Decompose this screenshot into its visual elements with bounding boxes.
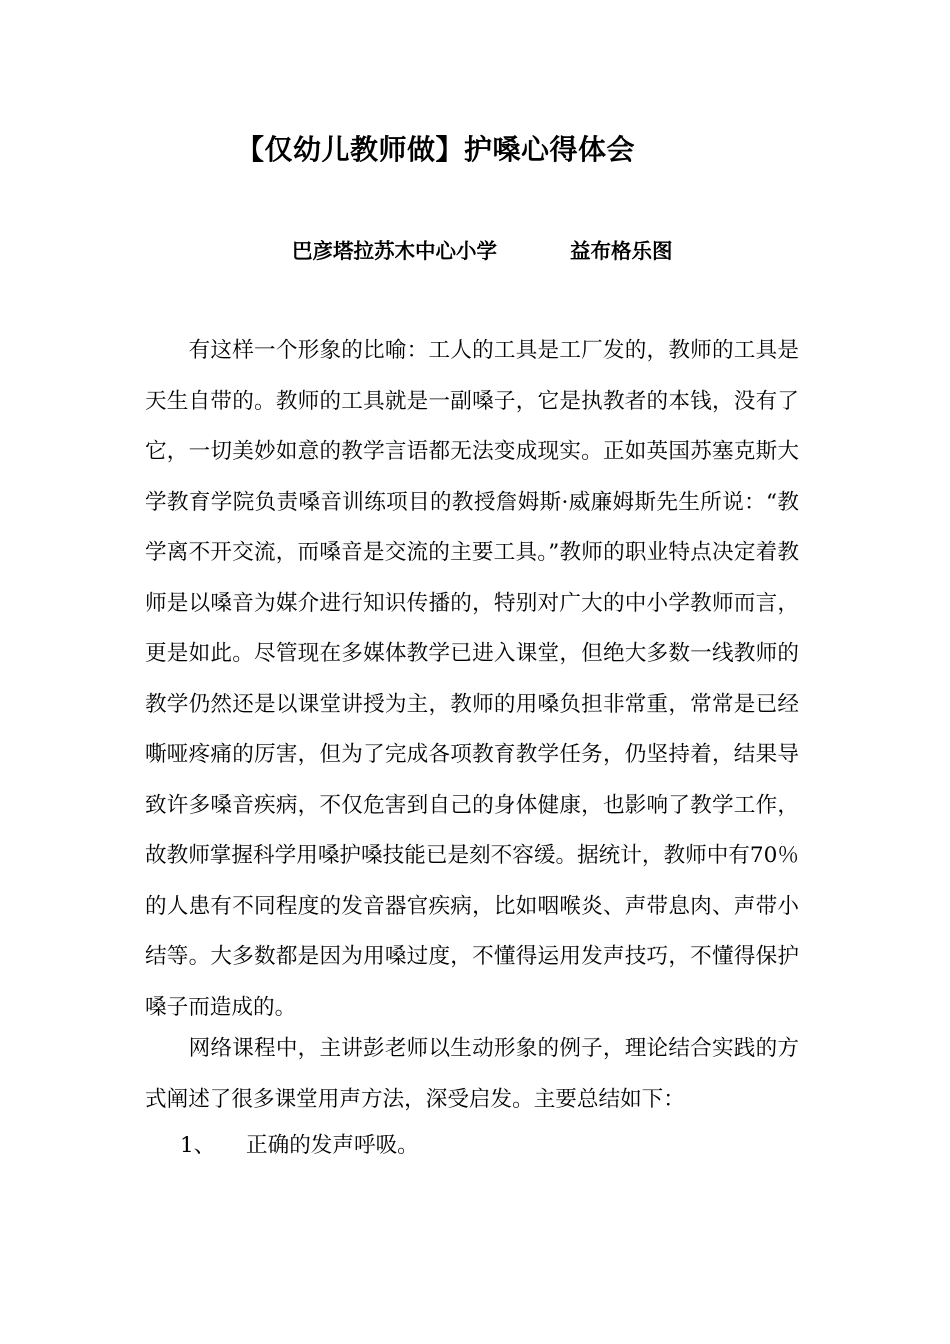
list-item-text: 正确的发声呼吸。 bbox=[246, 1133, 419, 1158]
school-name: 巴彦塔拉苏木中心小学 bbox=[292, 239, 497, 263]
body-paragraph: 有这样一个形象的比喻：工人的工具是工厂发的，教师的工具是天生自带的。教师的工具就是一副嗓子，它是执教者的本钱，没有了它，一切美妙如意的教学言语都无法变成现实。正如英国苏塞克斯大学教育学院负责嗓音训练项目的教授詹姆斯·威廉姆斯先生所说：“教学离不开交流，而嗓音是交流的主要工具。”教师的职业特点决定着教师是以嗓音为媒介进行知识传播的，特别对广大的中小学教师而言，更是如此。尽管现在多媒体教学已进入课堂，但绝大多数一线教师的教学仍然还是以课堂讲授为主，教师的用嗓负担非常重，常常是已经嘶哑疼痛的厉害，但为了完成各项教育教学任务，仍坚持着，结果导致许多嗓音疾病，不仅危害到自己的身体健康，也影响了教学工作，故教师掌握科学用嗓护嗓技能已是刻不容缓。据统计，教师中有70％的人患有不同程度的发音器官疾病，比如咽喉炎、声带息肉、声带小结等。大多数都是因为用嗓过度，不懂得运用发声技巧，不懂得保护嗓子而造成的。 bbox=[145, 338, 799, 1020]
list-item bbox=[180, 1124, 419, 1168]
body-paragraph: 网络课程中，主讲彭老师以生动形象的例子，理论结合实践的方式阐述了很多课堂用声方法，深受启发。主要总结如下： bbox=[145, 1036, 799, 1112]
document-title: 【仅幼儿教师做】护嗓心得体会 bbox=[236, 133, 636, 166]
author-name: 益布格乐图 bbox=[570, 239, 673, 263]
list-item-number: 1、 bbox=[180, 1133, 216, 1158]
